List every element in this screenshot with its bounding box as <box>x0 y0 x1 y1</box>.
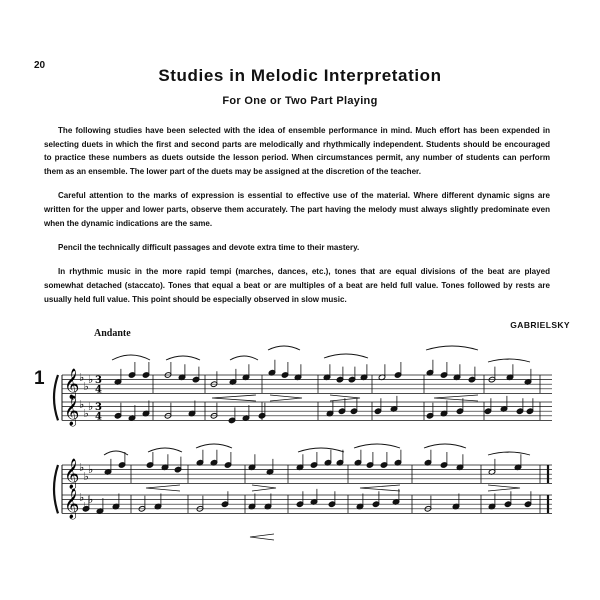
key-flat: ♭ <box>83 407 89 420</box>
key-flat: ♭ <box>79 398 85 411</box>
hairpin <box>250 534 274 540</box>
study-number: 1 <box>34 368 45 389</box>
page-title: Studies in Melodic Interpretation <box>158 66 442 85</box>
slur <box>488 452 530 455</box>
slur <box>354 444 400 448</box>
slur <box>112 355 150 360</box>
composer-name: GABRIELSKY <box>510 320 570 330</box>
tempo-marking: Andante <box>94 328 131 339</box>
slur <box>166 356 200 360</box>
slur <box>196 444 232 448</box>
key-flat: ♭ <box>88 400 94 413</box>
paragraph-text: The following studies have been selected with the idea of ensemble performance in mind. Much effort has been expended in selecting duets in which the first and second parts are melodically and rhythmically independent. Students should be encouraged to practice these numbers as duets outside the lesson period. When circumstances permit, any number of students can perform them as an ensemble. The lower part of the duets may be assigned at the discretion of the teacher. <box>44 126 550 177</box>
slur <box>426 346 478 350</box>
paragraph-text: Pencil the technically difficult passages and devote extra time to their mastery. <box>58 243 360 253</box>
slur <box>104 451 128 455</box>
time-signature: 3 <box>95 402 102 413</box>
system-brace <box>54 375 58 420</box>
page-subtitle: For One or Two Part Playing <box>222 95 378 107</box>
key-flat: ♭ <box>79 491 85 504</box>
slur <box>268 346 300 350</box>
system-brace <box>54 465 58 513</box>
hairpin <box>212 395 256 401</box>
time-signature: 4 <box>95 384 102 396</box>
score-system-1 <box>54 346 552 427</box>
key-flat: ♭ <box>83 380 89 393</box>
treble-clef: 𝄞 <box>64 489 80 519</box>
hairpin <box>252 485 276 491</box>
slur <box>324 354 368 358</box>
treble-clef: 𝄞 <box>64 459 80 489</box>
hairpin <box>434 395 478 401</box>
key-flat: ♭ <box>88 373 94 386</box>
treble-clef: 𝄞 <box>64 369 80 399</box>
time-signature: 3 <box>95 375 102 386</box>
key-flat: ♭ <box>88 493 94 506</box>
hairpin <box>146 485 180 491</box>
paragraph-text: Careful attention to the marks of expression is essential to effective use of the material. Where different dynamic signs are written for the upper and lower parts, observe them accurately. The part having the melody must always slightly predominate even when the dynamic indications are the same. <box>44 191 550 228</box>
paragraph-text: In rhythmic music in the more rapid tempi (marches, dances, etc.), tones that are equal divisions of the beat are played somewhat detached (staccato). Tones that equal a beat or are multiples of a beat are held full value. Tones followed by rests are usually held full value. This point should be especially observed in slow music. <box>44 267 550 304</box>
key-flat: ♭ <box>83 470 89 483</box>
slur <box>424 444 466 448</box>
time-signature: 4 <box>95 411 102 423</box>
hairpin <box>360 485 400 491</box>
slur <box>230 356 258 360</box>
hairpin <box>270 395 302 401</box>
slur <box>298 448 344 452</box>
page-number: 20 <box>34 60 46 71</box>
slur <box>148 448 182 452</box>
key-flat: ♭ <box>88 463 94 476</box>
key-flat: ♭ <box>79 371 85 384</box>
slur <box>488 359 530 362</box>
score-system-2 <box>54 444 552 540</box>
treble-clef: 𝄞 <box>64 396 80 426</box>
key-flat: ♭ <box>79 461 85 474</box>
hairpin <box>488 485 520 491</box>
